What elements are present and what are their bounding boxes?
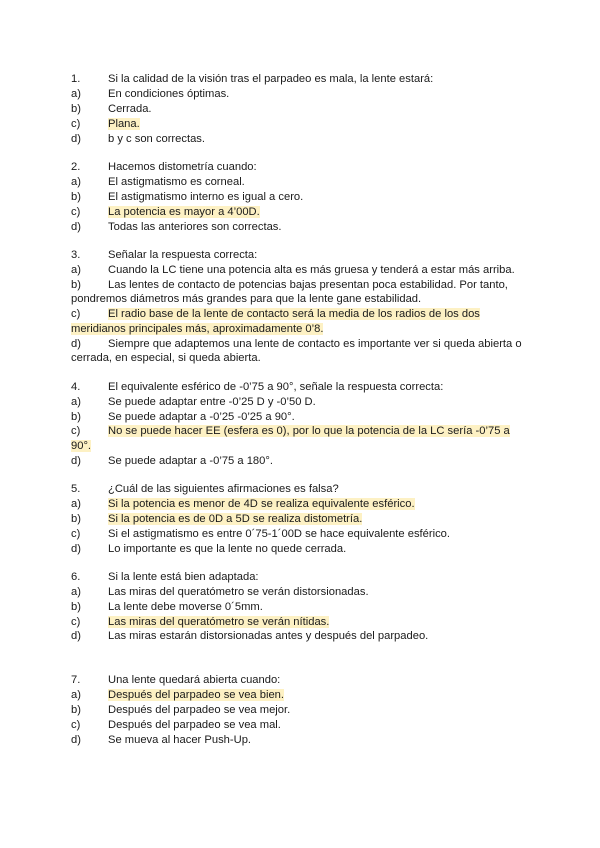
question-text: Una lente quedará abierta cuando: — [108, 674, 281, 686]
option-3c-cont — [71, 322, 531, 336]
question-text: Si la calidad de la visión tras el parpadeo es mala, la lente estará: — [108, 73, 434, 85]
highlighted-answer: Plana. — [108, 118, 140, 130]
option-6d: d) Las miras estarán distorsionadas antes y después del parpadeo. — [71, 630, 429, 642]
question-7 — [71, 673, 531, 687]
option-3c: c) El radio base de la lente de contacto será la media de los radios de los dos — [71, 308, 480, 320]
option-4d: d) Se puede adaptar a -0’75 a 180°. — [71, 455, 273, 467]
question-text: Si la lente está bien adaptada: — [108, 571, 259, 583]
question-5 — [71, 482, 531, 496]
option-4c: c) No se puede hacer EE (esfera es 0), por lo que la potencia de la LC sería -0’75 a — [71, 425, 510, 437]
question-number: 3. — [71, 249, 81, 261]
question-text: ¿Cuál de las siguientes afirmaciones es falsa? — [108, 483, 339, 495]
question-3 — [71, 248, 531, 262]
question-4 — [71, 380, 531, 394]
option-1b: b) Cerrada. — [71, 103, 152, 115]
option-6a: a) Las miras del queratómetro se verán distorsionadas. — [71, 586, 369, 598]
option-3d-cont: cerrada, en especial, si queda abierta. — [71, 352, 261, 364]
option-3a: a) Cuando la LC tiene una potencia alta es más gruesa y tenderá a estar más arriba. — [71, 264, 515, 276]
option-7b: b) Después del parpadeo se vea mejor. — [71, 704, 291, 716]
question-number: 5. — [71, 483, 81, 495]
question-number: 6. — [71, 571, 81, 583]
option-1c: c) Plana. — [71, 118, 140, 130]
highlighted-answer: meridianos principales más, aproximadamente 0’8. — [71, 323, 324, 335]
option-6c: c) Las miras del queratómetro se verán nítidas. — [71, 616, 330, 628]
option-2d: d) Todas las anteriores son correctas. — [71, 221, 282, 233]
option-3b: b) Las lentes de contacto de potencias bajas presentan poca estabilidad. Por tanto, — [71, 279, 508, 291]
option-2b: b) El astigmatismo interno es igual a cero. — [71, 191, 304, 203]
option-1a: a) En condiciones óptimas. — [71, 88, 230, 100]
highlighted-answer: Las miras del queratómetro se verán nítidas. — [108, 616, 330, 628]
highlighted-answer: La potencia es mayor a 4’00D. — [108, 206, 260, 218]
question-6 — [71, 570, 531, 584]
option-2c: c) La potencia es mayor a 4’00D. — [71, 206, 260, 218]
question-number: 2. — [71, 161, 81, 173]
highlighted-answer: Después del parpadeo se vea bien. — [108, 689, 285, 701]
option-7c: c) Después del parpadeo se vea mal. — [71, 719, 281, 731]
option-3d: d) Siempre que adaptemos una lente de contacto es importante ver si queda abierta o — [71, 338, 522, 350]
option-7a: a) Después del parpadeo se vea bien. — [71, 689, 285, 701]
option-5a: a) Si la potencia es menor de 4D se realiza equivalente esférico. — [71, 498, 415, 510]
question-text: El equivalente esférico de -0’75 a 90°, señale la respuesta correcta: — [108, 381, 444, 393]
question-number: 4. — [71, 381, 81, 393]
option-5d: d) Lo importante es que la lente no quede cerrada. — [71, 543, 347, 555]
highlighted-answer: Si la potencia es de 0D a 5D se realiza distometría. — [108, 513, 363, 525]
question-text: Señalar la respuesta correcta: — [108, 249, 258, 261]
option-5c: c) Si el astigmatismo es entre 0´75-1´00D se hace equivalente esférico. — [71, 528, 451, 540]
highlighted-answer: Si la potencia es menor de 4D se realiza equivalente esférico. — [108, 498, 415, 510]
question-1 — [71, 72, 531, 86]
option-6b: b) La lente debe moverse 0´5mm. — [71, 601, 263, 613]
highlighted-answer: No se puede hacer EE (esfera es 0), por lo que la potencia de la LC sería -0’75 a — [108, 425, 510, 437]
option-4a: a) Se puede adaptar entre -0’25 D y -0’50 D. — [71, 396, 316, 408]
option-5b: b) Si la potencia es de 0D a 5D se realiza distometría. — [71, 513, 363, 525]
option-3b-cont: pondremos diámetros más grandes para que la lente gane estabilidad. — [71, 293, 422, 305]
highlighted-answer: El radio base de la lente de contacto será la media de los radios de los dos — [108, 308, 480, 320]
question-text: Hacemos distometría cuando: — [108, 161, 257, 173]
option-1d: d) b y c son correctas. — [71, 133, 205, 145]
question-number: 1. — [71, 73, 81, 85]
option-4b: b) Se puede adaptar a -0’25 -0’25 a 90°. — [71, 411, 295, 423]
option-7d: d) Se mueva al hacer Push-Up. — [71, 734, 252, 746]
question-number: 7. — [71, 674, 81, 686]
question-2 — [71, 160, 531, 174]
option-2a: a) El astigmatismo es corneal. — [71, 176, 245, 188]
option-4c-cont — [71, 439, 531, 453]
highlighted-answer: 90°. — [71, 440, 92, 452]
